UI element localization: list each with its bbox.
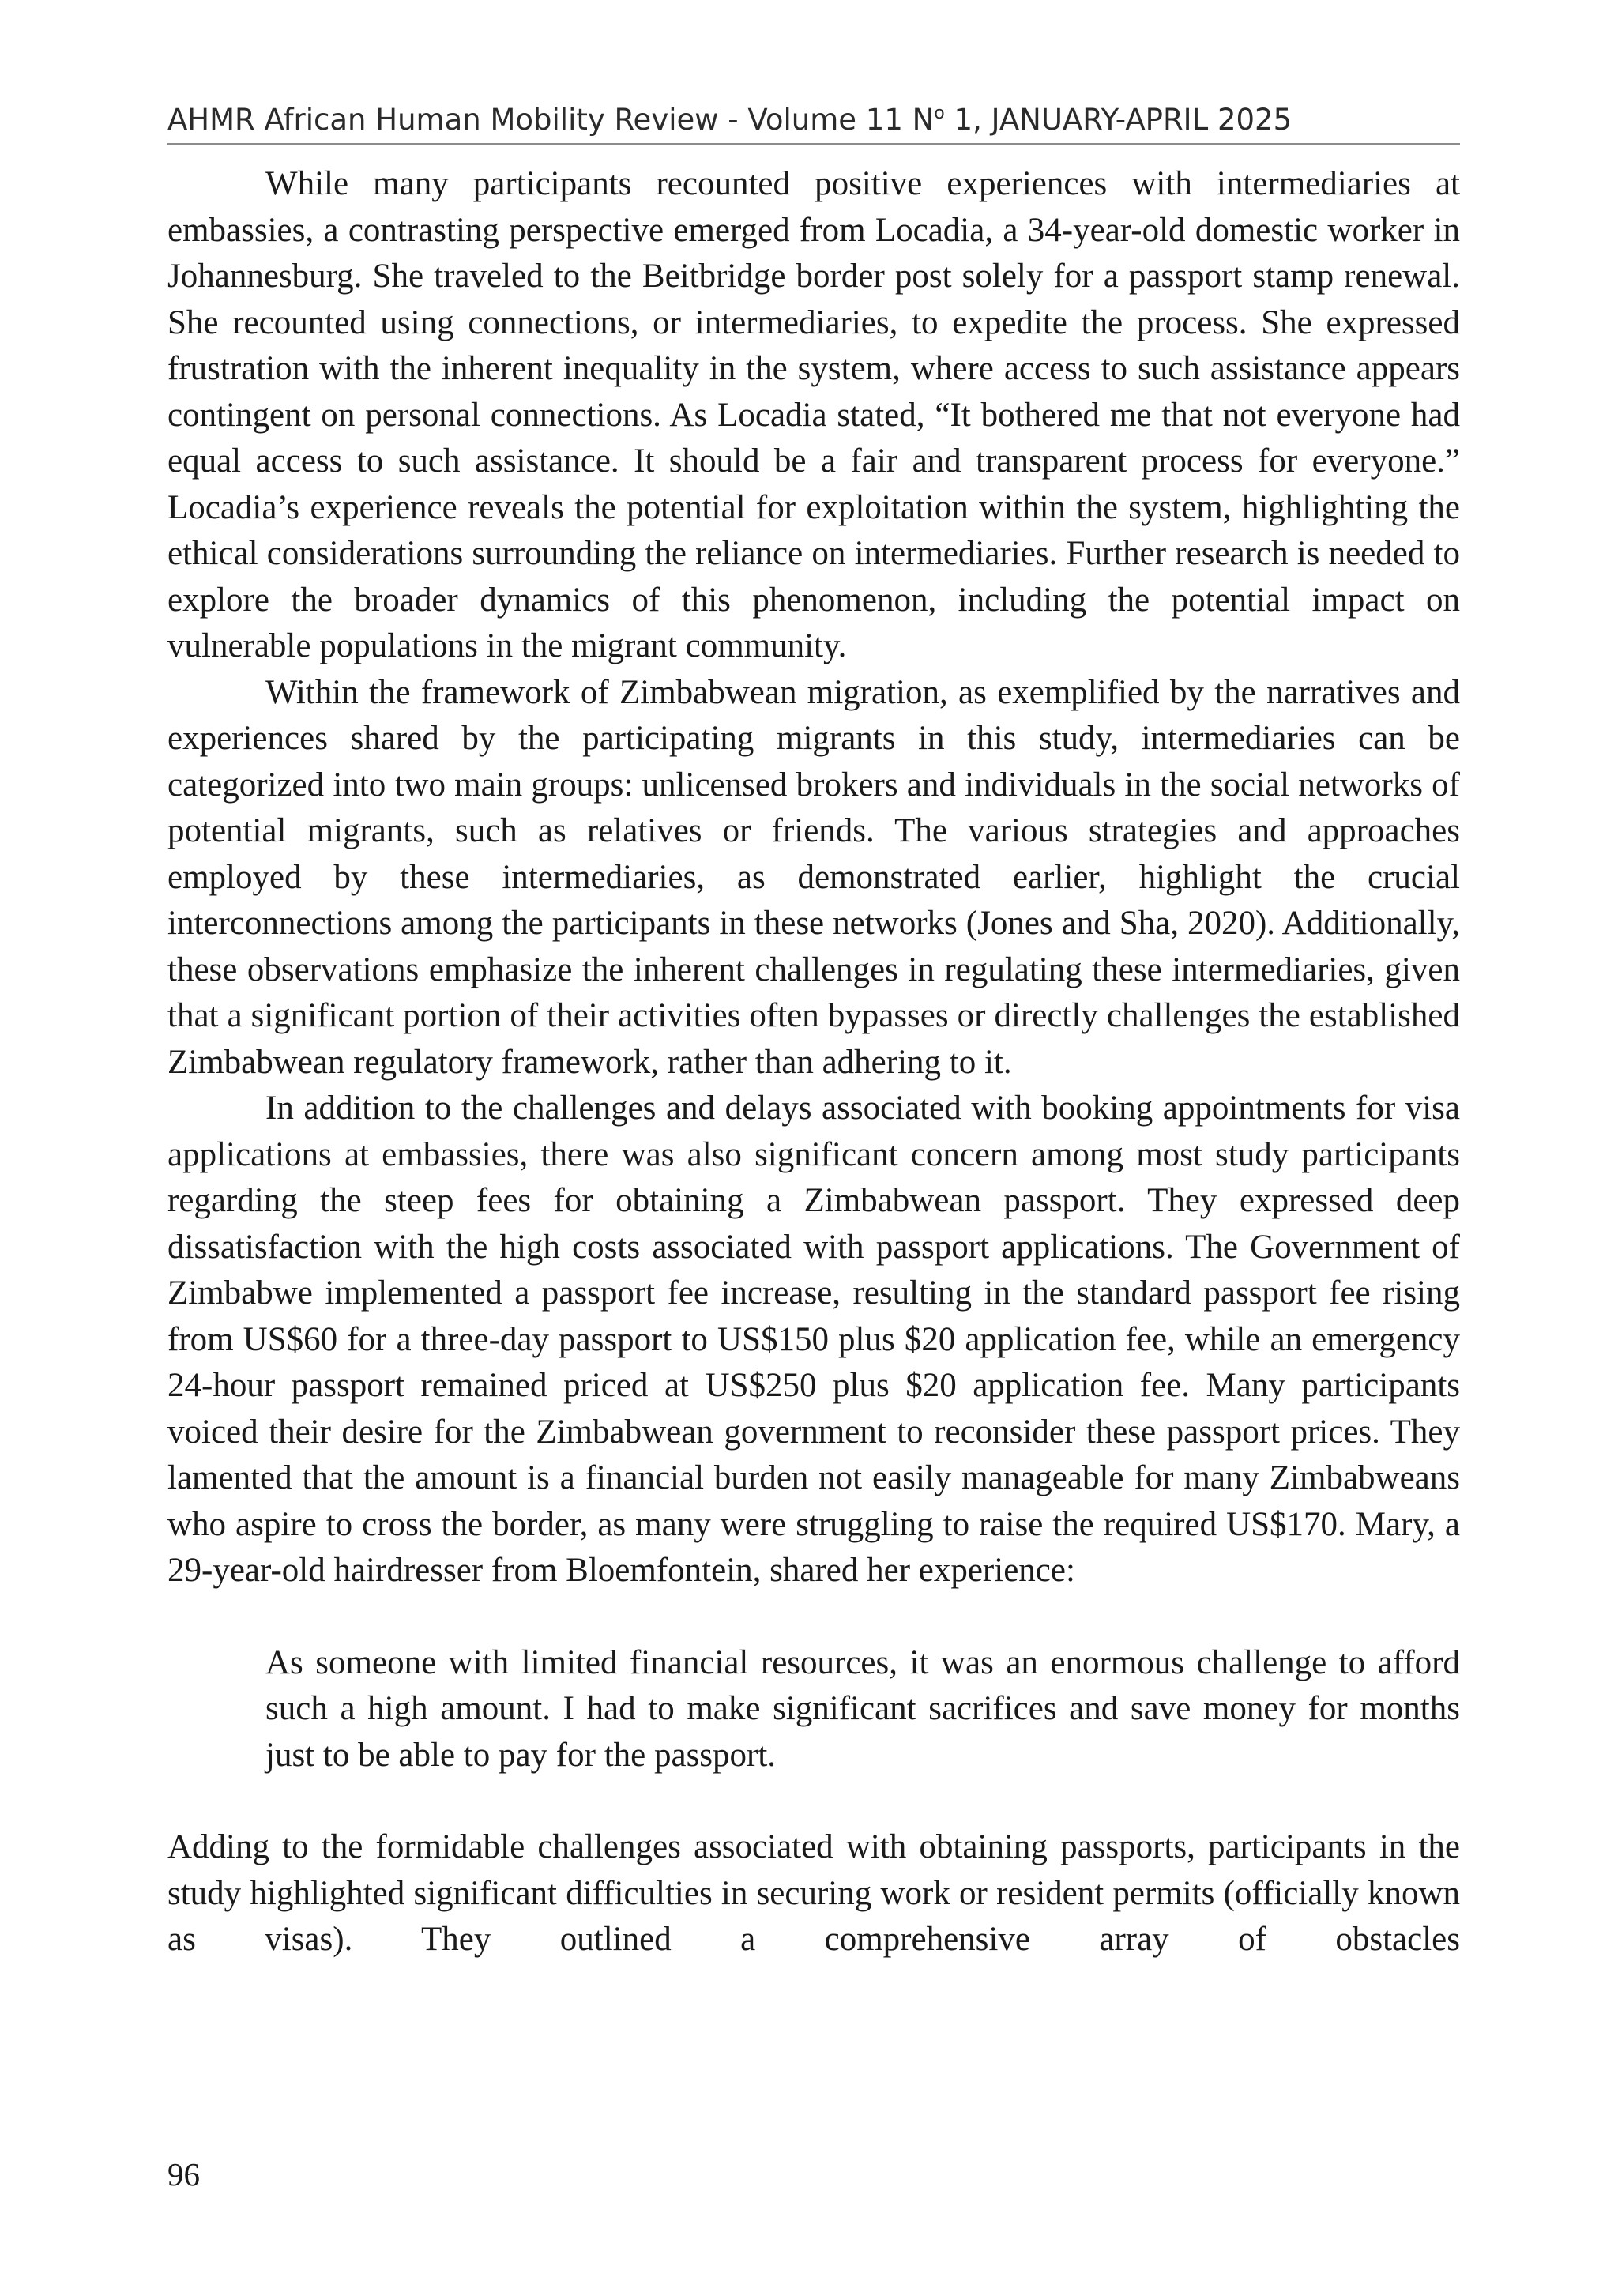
document-page [167, 0, 1460, 2296]
article-body [167, 161, 1460, 1963]
number-superscript: o [934, 104, 945, 123]
journal-title: AHMR African Human Mobility Review - Volume 11 N [167, 103, 935, 137]
issue-info: 1, JANUARY-APRIL 2025 [944, 103, 1293, 137]
running-header [167, 101, 1460, 139]
header-divider [167, 143, 1460, 145]
paragraph: While many participants recounted positive experiences with intermediaries at embassies, a contrasting perspective emerged from Locadia, a 34-year-old domestic worker in Johannesburg. She traveled to the Beitbridge border post solely for a passport stamp renewal. She recounted using connections, or intermediaries, to expedite the process. She expressed frustration with the inherent inequality in the system, where access to such assistance appears contingent on personal connections. As Locadia stated, “It bothered me that not everyone had equal access to such assistance. It should be a fair and transparent process for everyone.” Locadia’s experience reveals the potential for exploitation within the system, highlighting the ethical considerations surrounding the reliance on intermediaries. Further research is needed to explore the broader dynamics of this phenomenon, including the potential impact on vulnerable populations in the migrant community. [167, 165, 1460, 664]
block-quote: As someone with limited financial resources, it was an enormous challenge to afford such a high amount. I had to make significant sacrifices and save money for months just to be able to pay for the passport. [265, 1643, 1460, 1774]
page-number: 96 [167, 2156, 200, 2192]
paragraph: In addition to the challenges and delays associated with booking appointments for visa applications at embassies, there was also significant concern among most study participants regarding the steep fees for obtaining a Zimbabwean passport. They expressed deep dissatisfaction with the high costs associated with passport applications. The Government of Zimbabwe implemented a passport fee increase, resulting in the standard passport fee rising from US$60 for a three-day passport to US$150 plus $20 application fee, while an emergency 24-hour passport remained priced at US$250 plus $20 application fee. Many participants voiced their desire for the Zimbabwean government to reconsider these passport prices. They lamented that the amount is a financial burden not easily manageable for many Zimbabweans who aspire to cross the border, as many were struggling to raise the required US$170. Mary, a 29-year-old hairdresser from Bloemfontein, shared her experience: [167, 1090, 1460, 1589]
paragraph: Adding to the formidable challenges associated with obtaining passports, participants in the study highlighted significant difficulties in securing work or resident permits (officially known as visas). They outlined a comprehensive array of obstacles [167, 1828, 1460, 1958]
paragraph: Within the framework of Zimbabwean migration, as exemplified by the narratives and experiences shared by the participating migrants in this study, intermediaries can be categorized into two main groups: unlicensed brokers and individuals in the social networks of potential migrants, such as relatives or friends. The various strategies and approaches employed by these intermediaries, as demonstrated earlier, highlight the crucial interconnections among the participants in these networks (Jones and Sha, 2020). Additionally, these observations emphasize the inherent challenges in regulating these intermediaries, given that a significant portion of their activities often bypasses or directly challenges the established Zimbabwean regulatory framework, rather than adhering to it. [167, 673, 1460, 1081]
